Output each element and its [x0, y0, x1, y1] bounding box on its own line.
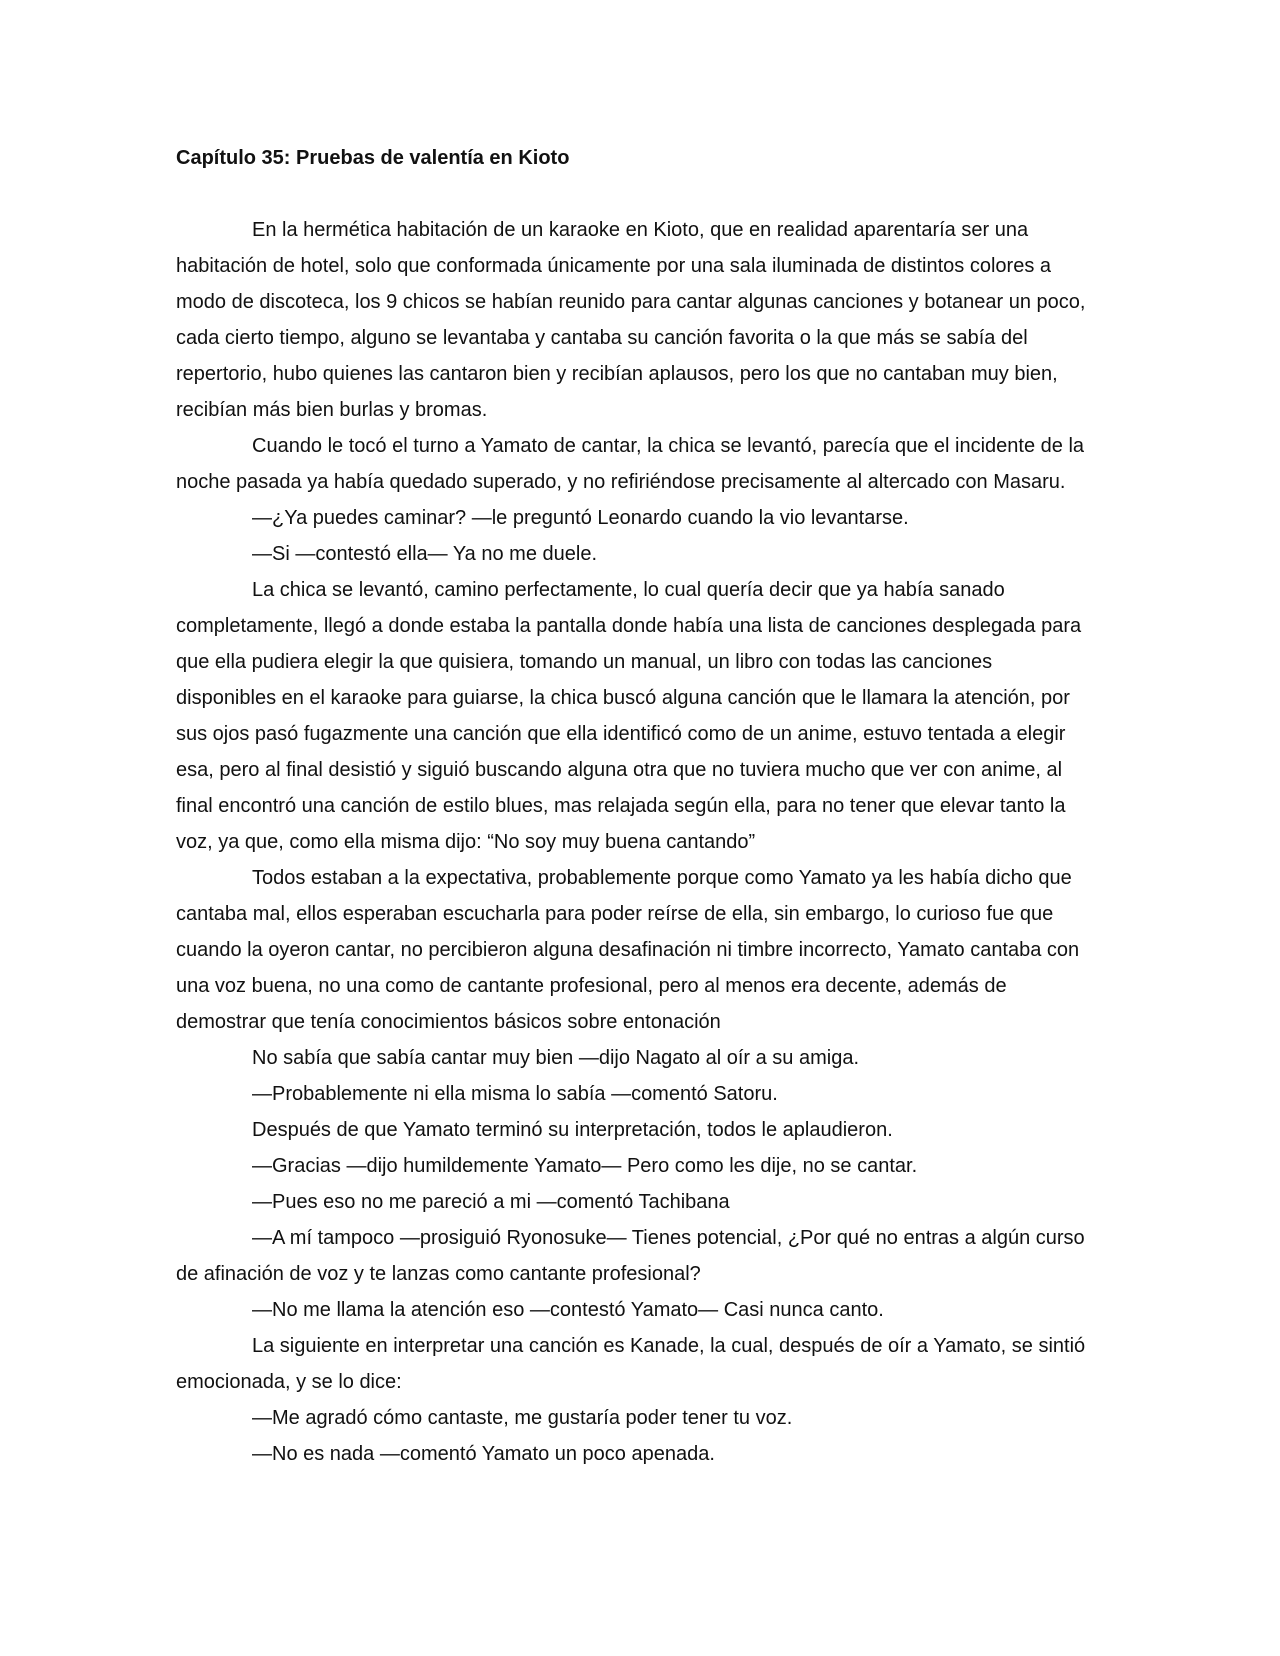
- paragraph: La chica se levantó, camino perfectamente, lo cual quería decir que ya había sanado completamente, llegó a donde estaba la pantalla donde había una lista de canciones desplegada para que ella pudiera elegir la que quisiera, tomando un manual, un libro con todas las canciones disponibles en el karaoke para guiarse, la chica buscó alguna canción que le llamara la atención, por sus ojos pasó fugazmente una canción que ella identificó como de un anime, estuvo tentada a elegir esa, pero al final desistió y siguió buscando alguna otra que no tuviera mucho que ver con anime, al final encontró una canción de estilo blues, mas relajada según ella, para no tener que elevar tanto la voz, ya que, como ella misma dijo: “No soy muy buena cantando”: [176, 579, 1082, 853]
- paragraph: No sabía que sabía cantar muy bien —dijo Nagato al oír a su amiga.: [252, 1047, 860, 1069]
- paragraph: —No es nada —comentó Yamato un poco apenada.: [252, 1443, 715, 1465]
- paragraph: Cuando le tocó el turno a Yamato de cantar, la chica se levantó, parecía que el incidente de la noche pasada ya había quedado superado, y no refiriéndose precisamente al altercado con Masaru.: [176, 435, 1085, 493]
- paragraph: —Gracias —dijo humildemente Yamato— Pero como les dije, no se cantar.: [252, 1155, 918, 1177]
- paragraph: —¿Ya puedes caminar? —le preguntó Leonardo cuando la vio levantarse.: [252, 507, 909, 529]
- paragraph: Todos estaban a la expectativa, probablemente porque como Yamato ya les había dicho que cantaba mal, ellos esperaban escucharla para poder reírse de ella, sin embargo, lo curioso fue que cuando la oyeron cantar, no percibieron alguna desafinación ni timbre incorrecto, Yamato cantaba con una voz buena, no una como de cantante profesional, pero al menos era decente, además de demostrar que tenía conocimientos básicos sobre entonación: [176, 867, 1080, 1033]
- paragraph: —Me agradó cómo cantaste, me gustaría poder tener tu voz.: [252, 1407, 793, 1429]
- paragraph: En la hermética habitación de un karaoke en Kioto, que en realidad aparentaría ser una habitación de hotel, solo que conformada únicamente por una sala iluminada de distintos colores a modo de discoteca, los 9 chicos se habían reunido para cantar algunas canciones y botanear un poco, cada cierto tiempo, alguno se levantaba y cantaba su canción favorita o la que más se sabía del repertorio, hubo quienes las cantaron bien y recibían aplausos, pero los que no cantaban muy bien, recibían más bien burlas y bromas.: [176, 219, 1086, 421]
- document-body: [176, 140, 1096, 1472]
- paragraph: —Pues eso no me pareció a mi —comentó Tachibana: [252, 1191, 730, 1213]
- paragraph: —Si —contestó ella— Ya no me duele.: [252, 543, 597, 565]
- paragraph: —Probablemente ni ella misma lo sabía —comentó Satoru.: [252, 1083, 778, 1105]
- paragraph: —No me llama la atención eso —contestó Yamato— Casi nunca canto.: [252, 1299, 884, 1321]
- paragraph: —A mí tampoco —prosiguió Ryonosuke— Tienes potencial, ¿Por qué no entras a algún curso de afinación de voz y te lanzas como cantante profesional?: [176, 1227, 1085, 1285]
- paragraph: La siguiente en interpretar una canción es Kanade, la cual, después de oír a Yamato, se sintió emocionada, y se lo dice:: [176, 1335, 1086, 1393]
- chapter-title: Capítulo 35: Pruebas de valentía en Kioto: [176, 147, 570, 169]
- paragraph: Después de que Yamato terminó su interpretación, todos le aplaudieron.: [252, 1119, 893, 1141]
